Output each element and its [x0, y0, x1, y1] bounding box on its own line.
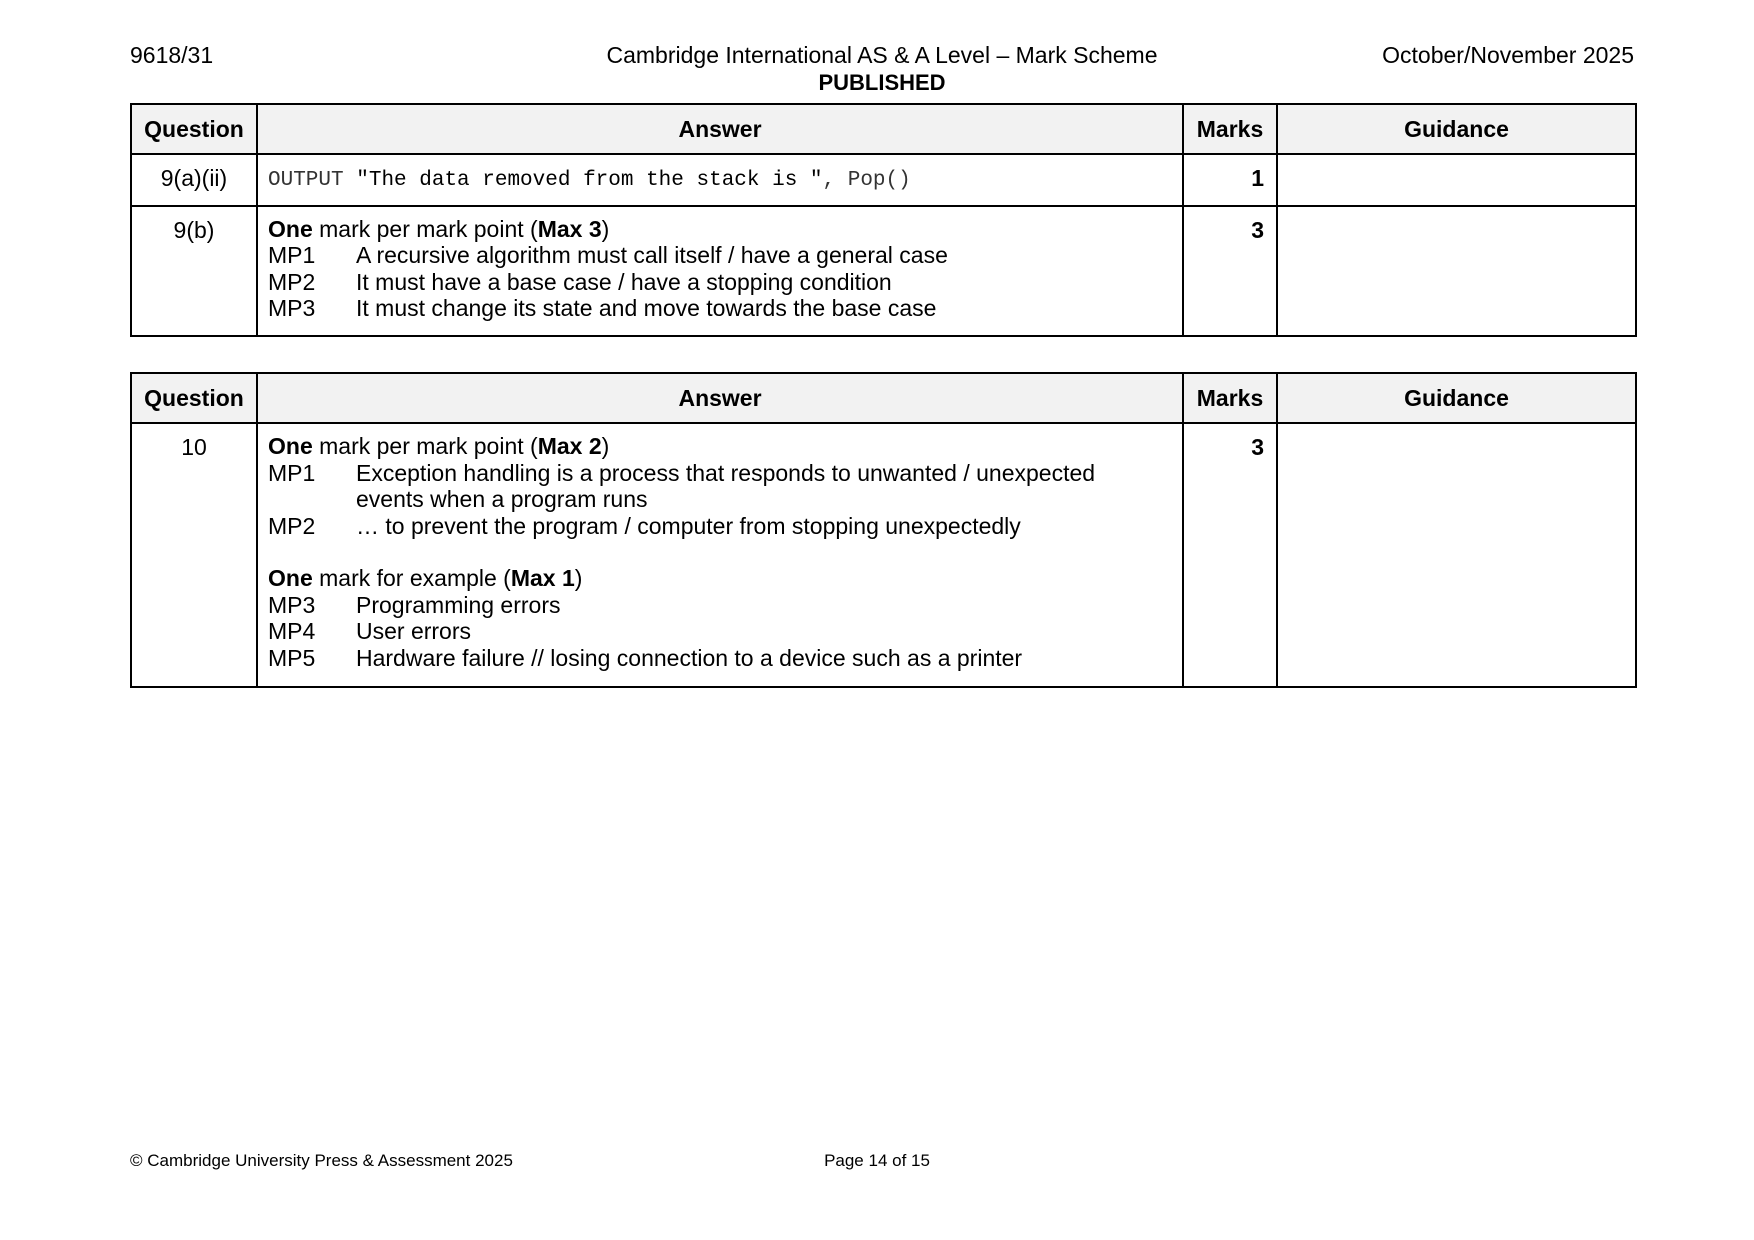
mark-point-intro: One mark per mark point (Max 3)	[268, 215, 610, 242]
mark-point: MP3 Programming errors	[268, 591, 561, 618]
page-header	[130, 42, 1634, 102]
mark-point: MP5 Hardware failure // losing connection to a device such as a printer	[268, 644, 1023, 671]
table-header-row	[131, 373, 1636, 423]
mark-point: MP2 … to prevent the program / computer from stopping unexpectedly	[268, 512, 1021, 539]
guidance-cell	[1277, 154, 1636, 206]
table-row	[131, 423, 1636, 687]
mark-point: MP1 A recursive algorithm must call itself / have a general case	[268, 242, 948, 268]
table-row	[131, 206, 1636, 336]
page-number: Page 14 of 15	[824, 1151, 930, 1170]
answer-cell	[257, 206, 1183, 336]
marks-value: 3	[1183, 423, 1277, 687]
question-number: 10	[131, 423, 257, 687]
column-header-answer: Answer	[257, 373, 1183, 423]
code-call: , Pop()	[822, 169, 911, 192]
table-row	[131, 154, 1636, 206]
marks-value: 3	[1183, 206, 1277, 336]
marks-value: 1	[1183, 154, 1277, 206]
mark-point: MP2 It must have a base case / have a stopping condition	[268, 268, 892, 295]
column-header-marks: Marks	[1183, 104, 1277, 154]
spacer	[268, 539, 1172, 565]
code-keyword: OUTPUT	[268, 169, 344, 192]
column-header-guidance: Guidance	[1277, 373, 1636, 423]
exam-session: October/November 2025	[1382, 42, 1634, 68]
table-header-row	[131, 104, 1636, 154]
mark-point: MP3 It must change its state and move towards the base case	[268, 295, 937, 321]
code-string: "The data removed from the stack is "	[356, 169, 823, 192]
mark-point: MP1 Exception handling is a process that responds to unwanted / unexpected events when a program runs	[268, 459, 1096, 512]
question-number: 9(b)	[131, 206, 257, 336]
mark-point-intro: One mark per mark point (Max 2)	[268, 433, 610, 459]
code-line	[268, 169, 911, 192]
document-title: Cambridge International AS & A Level – Mark Scheme	[606, 42, 1158, 68]
column-header-marks: Marks	[1183, 373, 1277, 423]
answer-cell	[257, 154, 1183, 206]
guidance-cell	[1277, 206, 1636, 336]
answer-cell	[257, 423, 1183, 687]
syllabus-code: 9618/31	[130, 42, 214, 68]
guidance-cell	[1277, 423, 1636, 687]
mark-scheme-table-q10	[130, 372, 1637, 688]
example-intro: One mark for example (Max 1)	[268, 565, 583, 591]
column-header-guidance: Guidance	[1277, 104, 1636, 154]
column-header-answer: Answer	[257, 104, 1183, 154]
document-status: PUBLISHED	[818, 70, 946, 95]
mark-scheme-table-q9	[130, 103, 1637, 337]
copyright-notice: © Cambridge University Press & Assessment 2025	[130, 1151, 513, 1170]
question-number: 9(a)(ii)	[131, 154, 257, 206]
column-header-question: Question	[131, 104, 257, 154]
mark-point: MP4 User errors	[268, 618, 472, 644]
column-header-question: Question	[131, 373, 257, 423]
